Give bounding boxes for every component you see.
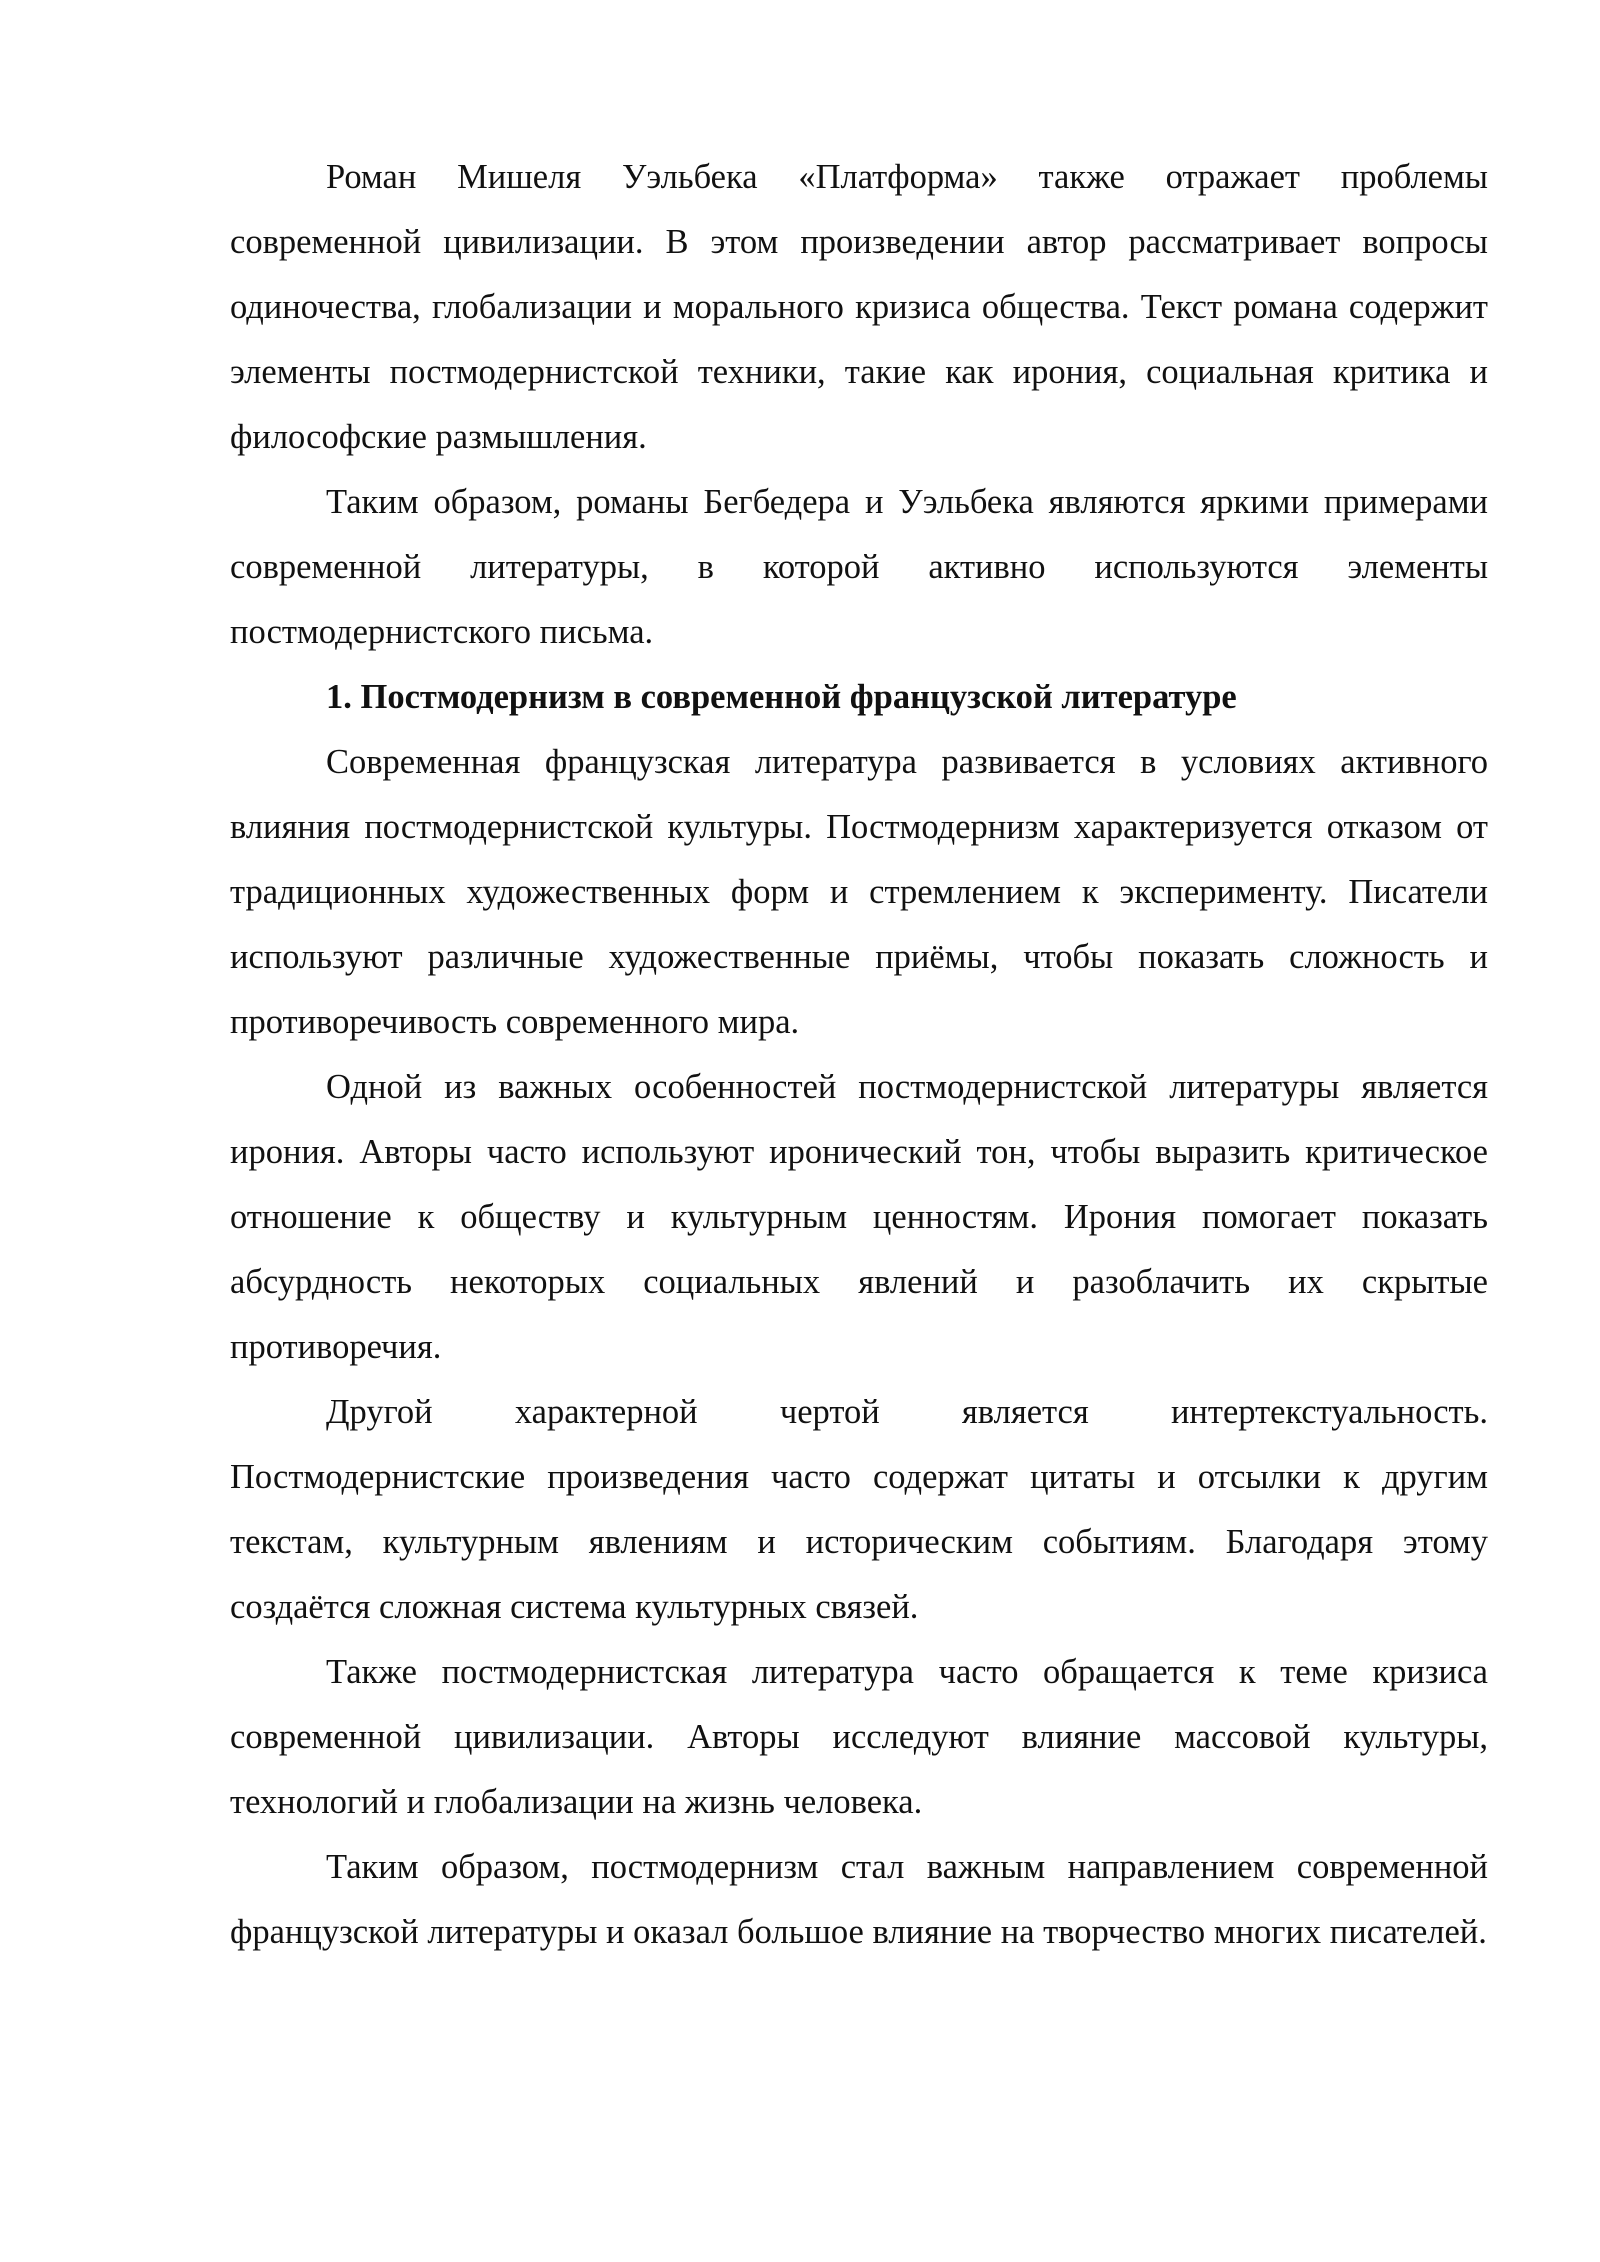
paragraph-modern-french-literature: Современная французская литература развивается в условиях активного влияния постмодернистской культуры. Постмодернизм характеризуется отказом от традиционных художественных форм и стремлением к эксперименту. Писатели используют различные художественные приёмы, чтобы показать сложность и противоречивость современного мира.: [230, 743, 1488, 1041]
paragraph-final-conclusion: Таким образом, постмодернизм стал важным направлением современной французской литературы и оказал большое влияние на творчество многих писателей.: [230, 1848, 1488, 1951]
paragraph-civilization-crisis: Также постмодернистская литература часто обращается к теме кризиса современной цивилизации. Авторы исследуют влияние массовой культуры, технологий и глобализации на жизнь человека.: [230, 1653, 1488, 1821]
document-body: [230, 145, 1488, 1965]
section-heading: 1. Постмодернизм в современной французской литературе: [326, 678, 1237, 716]
paragraph-intertextuality: Другой характерной чертой является интертекстуальность. Постмодернистские произведения часто содержат цитаты и отсылки к другим текстам, культурным явлениям и историческим событиям. Благодаря этому создаётся сложная система культурных связей.: [230, 1393, 1488, 1626]
paragraph-irony: Одной из важных особенностей постмодернистской литературы является ирония. Авторы часто используют иронический тон, чтобы выразить критическое отношение к обществу и культурным ценностям. Ирония помогает показать абсурдность некоторых социальных явлений и разоблачить их скрытые противоречия.: [230, 1068, 1488, 1366]
paragraph-platform-novel: Роман Мишеля Уэльбека «Платформа» также отражает проблемы современной цивилизации. В этом произведении автор рассматривает вопросы одиночества, глобализации и морального кризиса общества. Текст романа содержит элементы постмодернистской техники, такие как ирония, социальная критика и философские размышления.: [230, 158, 1488, 456]
paragraph-conclusion-novels: Таким образом, романы Бегбедера и Уэльбека являются яркими примерами современной литературы, в которой активно используются элементы постмодернистского письма.: [230, 483, 1488, 651]
